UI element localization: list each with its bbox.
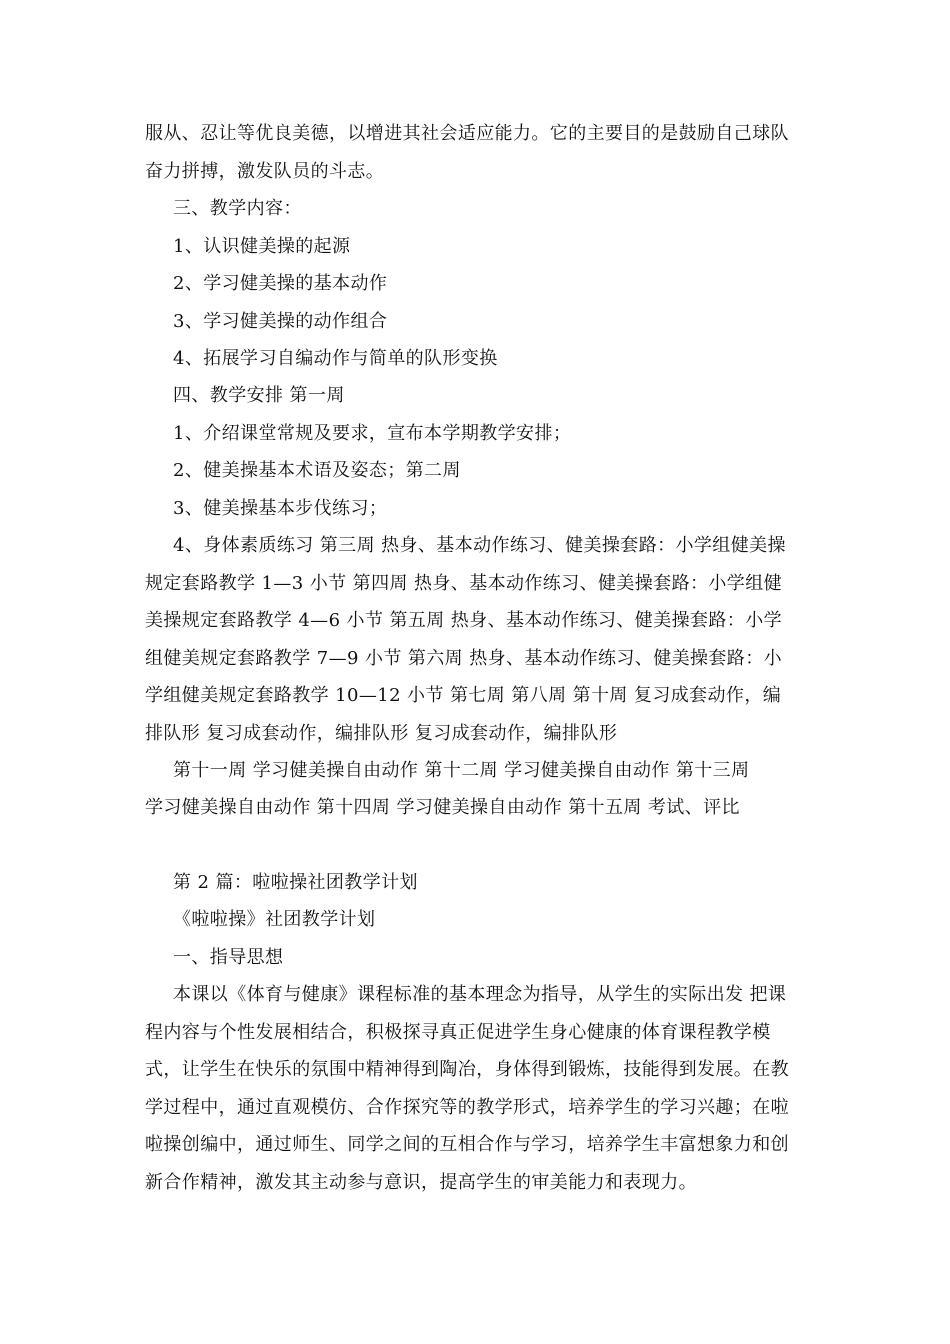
text-line: 第十一周 学习健美操自由动作 第十二周 学习健美操自由动作 第十三周 (173, 760, 750, 781)
text-line: 规定套路教学 1—3 小节 第四周 热身、基本动作练习、健美操套路：小学组健 (145, 573, 782, 594)
list-item: 2、健美操基本术语及姿态；第二周 (173, 460, 461, 481)
list-item: 3、学习健美操的动作组合 (173, 311, 388, 332)
list-item: 1、认识健美操的起源 (173, 236, 351, 257)
section-heading: 一、指导思想 (173, 947, 284, 968)
text-line: 式，让学生在快乐的氛围中精神得到陶冶，身体得到锻炼，技能得到发展。在教 (145, 1059, 789, 1080)
list-item: 3、健美操基本步伐练习； (173, 498, 388, 519)
document-title: 《啦啦操》社团教学计划 (173, 909, 376, 930)
text-line: 学组健美规定套路教学 10—12 小节 第七周 第八周 第十周 复习成套动作，编 (145, 685, 782, 706)
text-line: 啦操创编中，通过师生、同学之间的互相合作与学习，培养学生丰富想象力和创 (145, 1134, 789, 1155)
text-line: 奋力拼搏，激发队员的斗志。 (145, 161, 385, 182)
list-item: 1、介绍课堂常规及要求，宣布本学期教学安排； (173, 423, 572, 444)
text-line: 学过程中，通过直观模仿、合作探究等的教学形式，培养学生的学习兴趣；在啦 (145, 1097, 789, 1118)
article-title: 第 2 篇：啦啦操社团教学计划 (173, 872, 418, 893)
text-line: 新合作精神，激发其主动参与意识，提高学生的审美能力和表现力。 (145, 1172, 697, 1193)
text-line: 本课以《体育与健康》课程标准的基本理念为指导，从学生的实际出发 把课 (173, 984, 787, 1005)
list-item: 4、身体素质练习 第三周 热身、基本动作练习、健美操套路：小学组健美操 (173, 535, 786, 556)
text-line: 美操规定套路教学 4—6 小节 第五周 热身、基本动作练习、健美操套路：小学 (145, 610, 782, 631)
section-heading: 四、教学安排 第一周 (173, 385, 345, 406)
section-heading: 三、教学内容： (173, 198, 302, 219)
text-line: 程内容与个性发展相结合，积极探寻真正促进学生身心健康的体育课程教学模 (145, 1022, 771, 1043)
text-line: 服从、忍让等优良美德，以增进其社会适应能力。它的主要目的是鼓励自己球队 (145, 123, 789, 144)
text-line: 组健美规定套路教学 7—9 小节 第六周 热身、基本动作练习、健美操套路：小 (145, 648, 782, 669)
text-line: 排队形 复习成套动作，编排队形 复习成套动作，编排队形 (145, 723, 618, 744)
list-item: 4、拓展学习自编动作与简单的队形变换 (173, 348, 498, 369)
list-item: 2、学习健美操的基本动作 (173, 273, 388, 294)
text-line: 学习健美操自由动作 第十四周 学习健美操自由动作 第十五周 考试、评比 (145, 797, 740, 818)
